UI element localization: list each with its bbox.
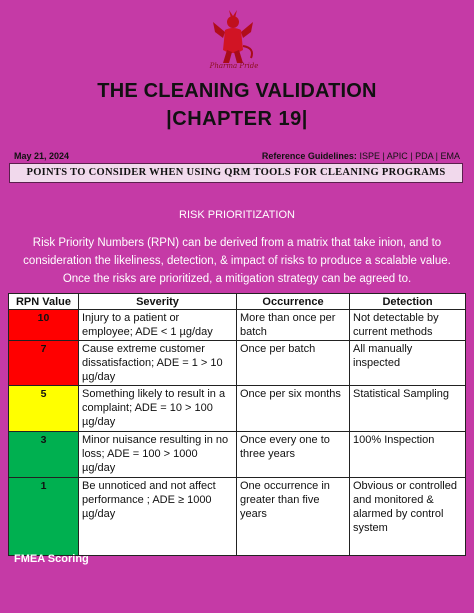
severity-cell: Cause extreme customer dissatisfaction; ADE = 1 > 10 µg/day [79, 341, 237, 386]
reference-values: ISPE | APIC | PDA | EMA [356, 151, 460, 161]
column-header: Detection [350, 294, 466, 310]
rpn-cell: 7 [9, 341, 79, 386]
detection-cell: Statistical Sampling [350, 386, 466, 432]
section-description: Risk Priority Numbers (RPN) can be derived from a matrix that take inion, and to consideration the likeliness, detection, & impact of risks to produce a scalable value. Once the risks are prioritized, a mitigation strategy can be agreed to. [23, 237, 451, 285]
logo-text: Pharma Pride [209, 62, 259, 70]
section-banner: POINTS TO CONSIDER WHEN USING QRM TOOLS FOR CLEANING PROGRAMS [9, 163, 463, 183]
publish-date: May 21, 2024 [14, 151, 70, 161]
detection-cell: Not detectable by current methods [350, 310, 466, 341]
severity-cell: Minor nuisance resulting in no loss; ADE = 100 > 1000 µg/day [79, 432, 237, 478]
occurrence-cell: One occurrence in greater than five years [237, 478, 350, 556]
occurrence-cell: Once per batch [237, 341, 350, 386]
table-row [9, 432, 466, 478]
table-row [9, 386, 466, 432]
reference-label: Reference Guidelines: [261, 151, 357, 161]
column-header: RPN Value [9, 294, 79, 310]
rpn-cell: 3 [9, 432, 79, 478]
detection-cell: Obvious or controlled and monitored & alarmed by control system [350, 478, 466, 556]
occurrence-cell: Once per six months [237, 386, 350, 432]
rpn-cell: 1 [9, 478, 79, 556]
table-row [9, 341, 466, 386]
occurrence-cell: More than once per batch [237, 310, 350, 341]
table-row [9, 310, 466, 341]
occurrence-cell: Once every one to three years [237, 432, 350, 478]
page-title-line2: |CHAPTER 19| [166, 108, 308, 130]
rpn-cell: 5 [9, 386, 79, 432]
section-title: RISK PRIORITIZATION [179, 209, 295, 221]
table-header-row [9, 294, 466, 310]
table-row [9, 478, 466, 556]
rpn-table [8, 293, 466, 556]
severity-cell: Something likely to result in a complaint; ADE = 10 > 100 µg/day [79, 386, 237, 432]
rpn-cell: 10 [9, 310, 79, 341]
reference-guidelines [262, 151, 460, 161]
column-header: Severity [79, 294, 237, 310]
severity-cell: Be unnoticed and not affect performance ; ADE ≥ 1000 µg/day [79, 478, 237, 556]
page-title-line1: THE CLEANING VALIDATION [97, 80, 377, 102]
severity-cell: Injury to a patient or employee; ADE < 1 µg/day [79, 310, 237, 341]
table-caption: FMEA Scoring [14, 553, 89, 565]
detection-cell: 100% Inspection [350, 432, 466, 478]
detection-cell: All manually inspected [350, 341, 466, 386]
column-header: Occurrence [237, 294, 350, 310]
